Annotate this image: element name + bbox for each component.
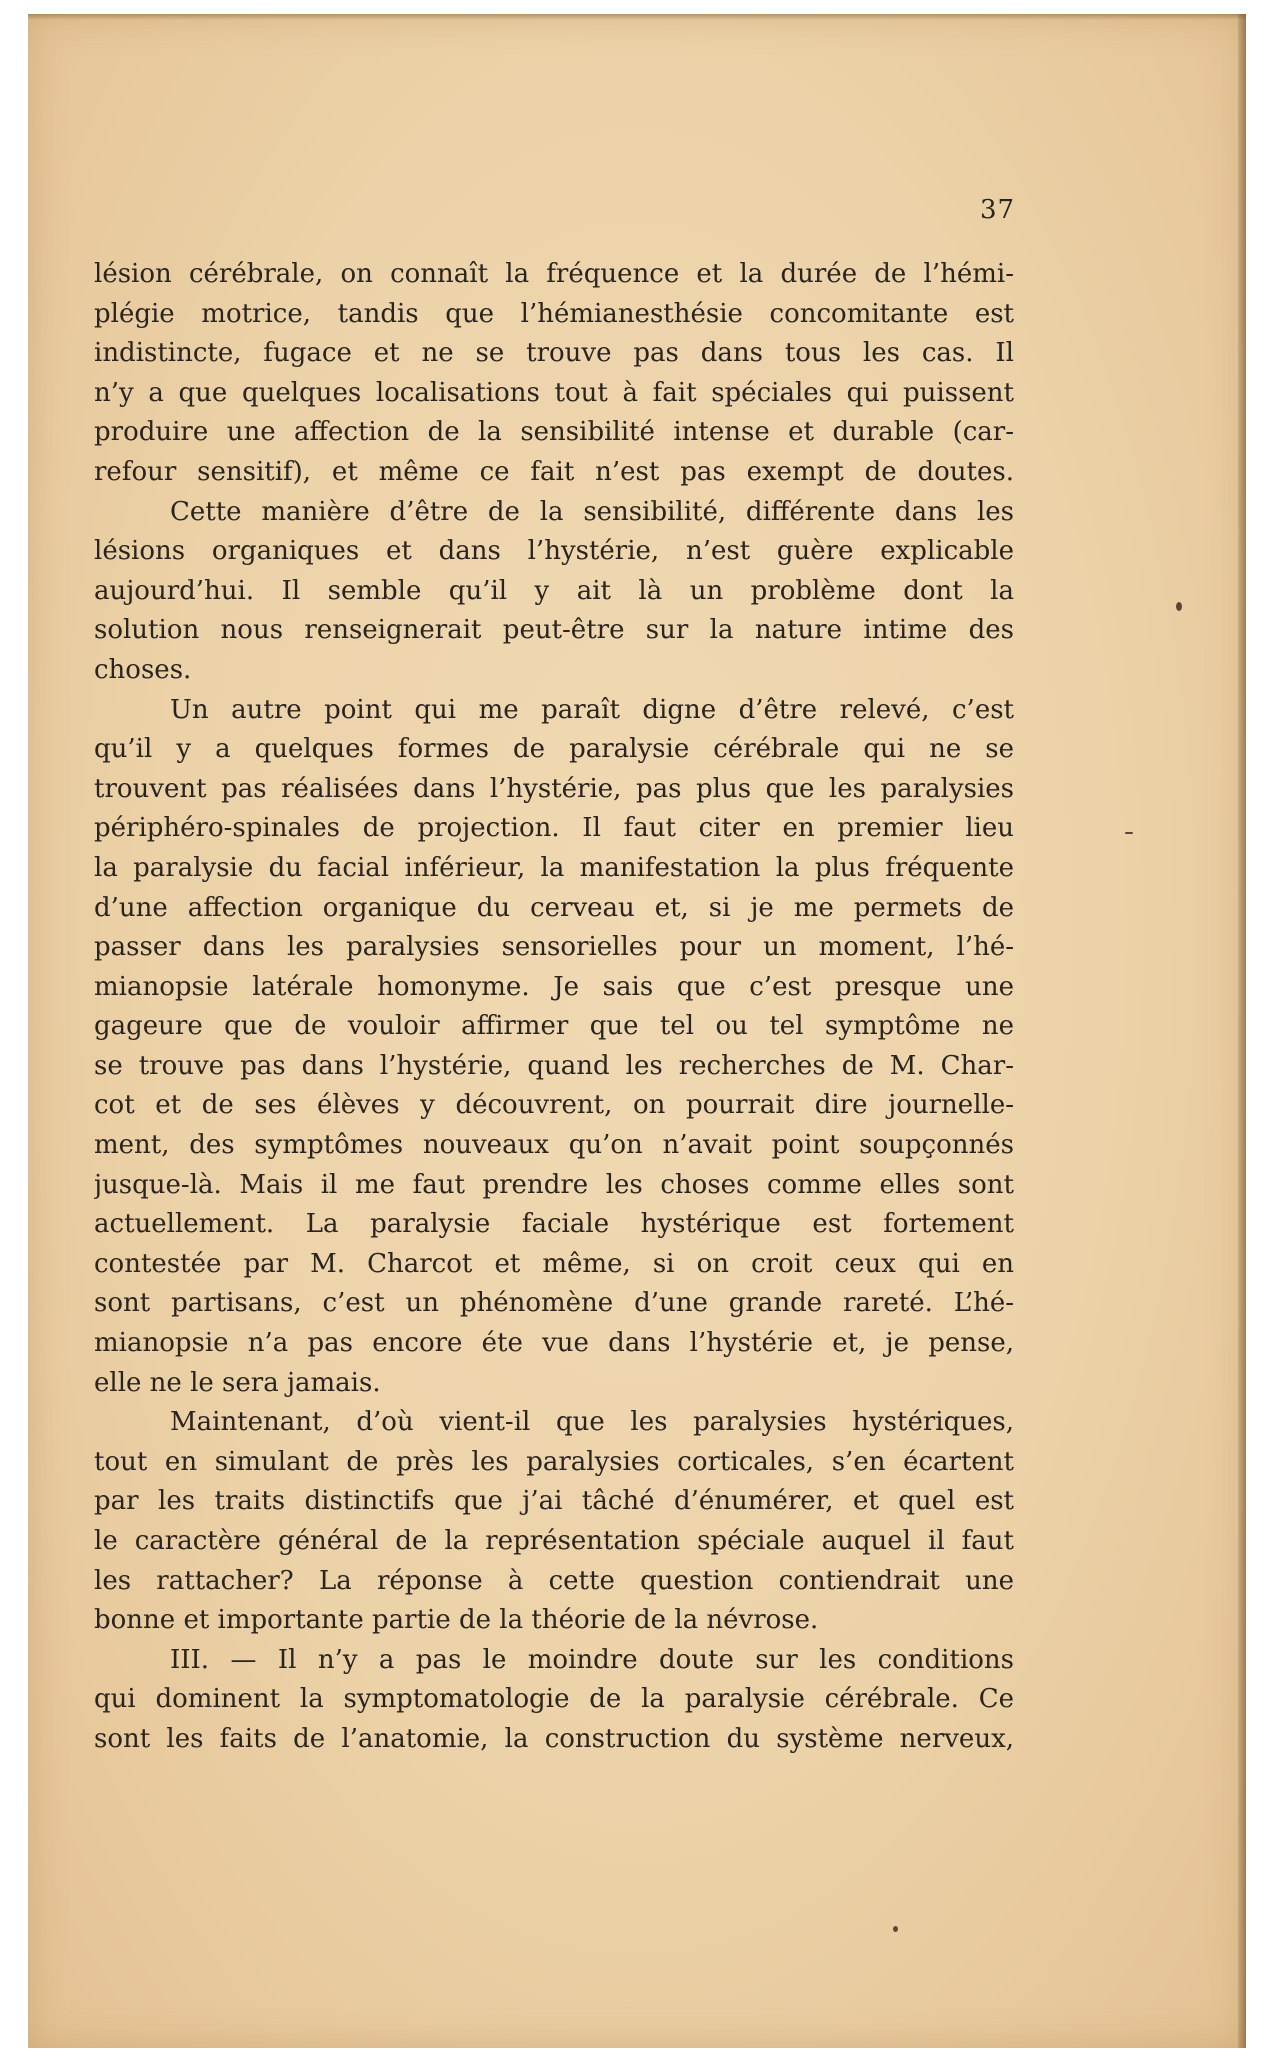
text-line: qu’il y a quelques formes de paralysie cérébrale qui ne se xyxy=(94,734,1014,765)
page-number: 37 xyxy=(980,195,1016,225)
ink-speck xyxy=(1125,832,1133,834)
text-line: choses. xyxy=(94,654,192,685)
text-line: Un autre point qui me paraît digne d’être relevé, c’est xyxy=(170,694,1014,725)
text-line: d’une affection organique du cerveau et, si je me permets de xyxy=(94,892,1014,923)
text-line: par les traits distinctifs que j’ai tâché d’énumérer, et quel est xyxy=(94,1486,1014,1517)
page-right-edge xyxy=(1238,14,1246,2048)
body-text xyxy=(94,255,1014,1760)
text-line: se trouve pas dans l’hystérie, quand les recherches de M. Char- xyxy=(94,1050,1014,1081)
text-line: Cette manière d’être de la sensibilité, différente dans les xyxy=(170,496,1014,527)
text-line: sont les faits de l’anatomie, la construction du système nerveux, xyxy=(94,1723,1014,1754)
text-line: bonne et importante partie de la théorie de la névrose. xyxy=(94,1605,819,1636)
text-line: refour sensitif), et même ce fait n’est pas exempt de doutes. xyxy=(94,456,1014,487)
text-line: mianopsie n’a pas encore éte vue dans l’hystérie et, je pense, xyxy=(94,1328,1014,1359)
text-line: lésion cérébrale, on connaît la fréquence et la durée de l’hémi- xyxy=(94,259,1014,289)
text-line: ment, des symptômes nouveaux qu’on n’avait point soupçonnés xyxy=(94,1130,1014,1161)
text-line: produire une affection de la sensibilité intense et durable (car- xyxy=(94,417,1014,448)
text-line: actuellement. La paralysie faciale hystérique est fortement xyxy=(94,1209,1014,1240)
text-line: les rattacher? La réponse à cette question contiendrait une xyxy=(94,1565,1014,1596)
ink-speck xyxy=(1176,602,1182,611)
text-line: jusque-là. Mais il me faut prendre les choses comme elles sont xyxy=(94,1169,1014,1200)
text-line: plégie motrice, tandis que l’hémianesthésie concomitante est xyxy=(94,298,1014,329)
text-line: lésions organiques et dans l’hystérie, n’est guère explicable xyxy=(94,536,1014,567)
text-line: trouvent pas réalisées dans l’hystérie, pas plus que les paralysies xyxy=(94,773,1014,804)
text-line: Maintenant, d’où vient-il que les paralysies hystériques, xyxy=(170,1407,1014,1438)
text-line: indistincte, fugace et ne se trouve pas dans tous les cas. Il xyxy=(94,338,1014,369)
text-line: qui dominent la symptomatologie de la paralysie cérébrale. Ce xyxy=(94,1684,1014,1715)
page-top-edge xyxy=(28,14,1246,20)
text-line: solution nous renseignerait peut-être sur la nature intime des xyxy=(94,615,1014,646)
text-line: aujourd’hui. Il semble qu’il y ait là un problème dont la xyxy=(94,575,1014,606)
text-line: sont partisans, c’est un phénomène d’une grande rareté. L’hé- xyxy=(94,1288,1014,1319)
text-line: mianopsie latérale homonyme. Je sais que c’est presque une xyxy=(94,971,1014,1002)
text-line: elle ne le sera jamais. xyxy=(94,1367,381,1398)
text-line: la paralysie du facial inférieur, la manifestation la plus fréquente xyxy=(94,852,1014,883)
text-line: n’y a que quelques localisations tout à fait spéciales qui puissent xyxy=(94,377,1014,408)
text-line: tout en simulant de près les paralysies corticales, s’en écartent xyxy=(94,1446,1014,1477)
text-line: contestée par M. Charcot et même, si on croit ceux qui en xyxy=(94,1248,1014,1279)
text-line: périphéro-spinales de projection. Il faut citer en premier lieu xyxy=(94,813,1014,844)
text-line: le caractère général de la représentation spéciale auquel il faut xyxy=(94,1526,1014,1556)
text-line: III. — Il n’y a pas le moindre doute sur les conditions xyxy=(170,1644,1014,1675)
ink-speck xyxy=(893,1926,898,1932)
text-line: gageure que de vouloir affirmer que tel ou tel symptôme ne xyxy=(94,1011,1014,1042)
text-line: passer dans les paralysies sensorielles pour un moment, l’hé- xyxy=(94,932,1014,963)
text-line: cot et de ses élèves y découvrent, on pourrait dire journelle- xyxy=(94,1090,1014,1121)
